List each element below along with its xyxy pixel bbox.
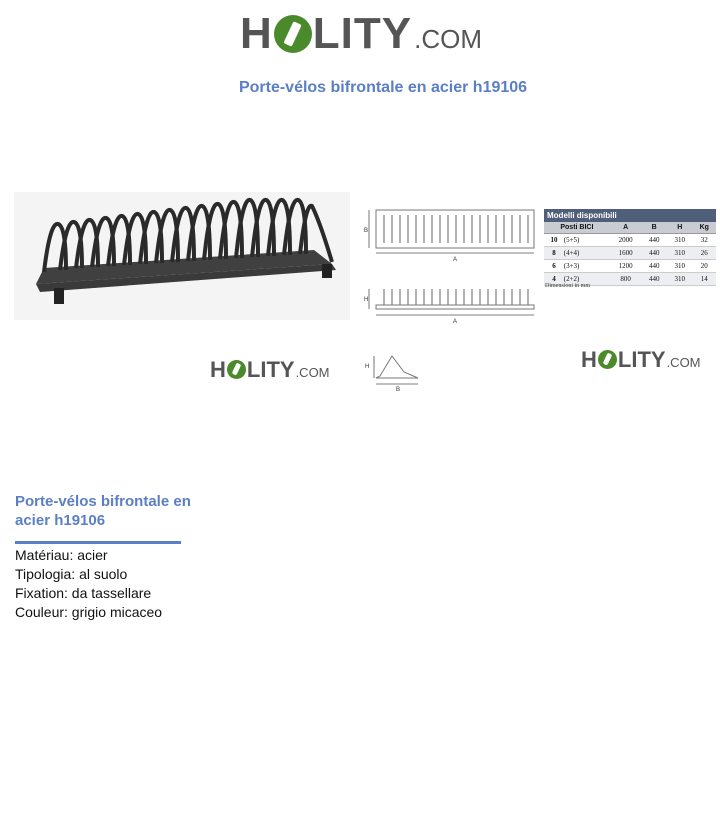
logo-letter-h: H [581,347,597,372]
logo-domain: .COM [666,355,701,370]
table-row [544,247,716,260]
cell-a: 800 [610,273,642,286]
models-table-header-row [544,222,716,234]
watermark-logo [581,349,701,371]
cell-split: (2+2) [563,275,580,283]
section-divider [15,541,181,544]
table-row [544,260,716,273]
dim-label-h-side: H [365,364,370,370]
cell-kg: 26 [692,247,716,260]
cell-posti: 6 [552,262,556,270]
cell-b: 440 [641,234,667,247]
models-table [544,209,716,286]
dim-label-h: H [364,297,369,303]
logo-letters-lity: LITY [246,357,295,382]
logo-o-icon [598,350,617,369]
spec-item-color: Couleur: grigio micaceo [15,604,163,620]
dimensions-note: Dimensioni in mm [545,283,590,289]
spec-item-fixing: Fixation: da tassellare [15,585,152,601]
dim-label-a: A [453,257,458,263]
logo-letters-lity: LITY [312,9,413,58]
cell-posti: 4 [552,275,556,283]
cell-a: 1200 [610,260,642,273]
cell-h: 310 [667,234,693,247]
dim-label-b-side: B [396,387,401,392]
logo-o-icon [274,15,312,53]
col-kg: Kg [692,222,716,234]
cell-b: 440 [641,247,667,260]
col-a: A [610,222,642,234]
logo-letter-h: H [240,9,273,58]
models-table-title: Modelli disponibili [544,209,716,222]
page-title: Porte-vélos bifrontale en acier h19106 [238,79,528,96]
cell-a: 1600 [610,247,642,260]
logo-domain: .COM [414,24,482,54]
cell-split: (3+3) [563,262,580,270]
brand-logo[interactable] [240,9,482,58]
cell-h: 310 [667,260,693,273]
table-row [544,234,716,247]
logo-o-icon [227,360,246,379]
top-view-drawing [364,205,540,265]
logo-domain: .COM [295,365,330,380]
cell-a: 2000 [610,234,642,247]
cell-split: (4+4) [563,249,580,257]
cell-posti: 8 [552,249,556,257]
cell-posti: 10 [550,236,558,244]
logo-letters-lity: LITY [617,347,666,372]
cell-kg: 32 [692,234,716,247]
col-posti: Posti BICI [544,222,610,234]
dim-label-a-front: A [453,319,458,325]
cell-b: 440 [641,273,667,286]
col-h: H [667,222,693,234]
cell-split: (5+5) [563,236,580,244]
spec-item-material: Matériau: acier [15,547,108,563]
product-photo [14,192,350,320]
dim-label-b: B [364,228,369,234]
logo-letter-h: H [210,357,226,382]
cell-kg: 14 [692,273,716,286]
front-view-drawing [364,283,540,327]
spec-list [15,546,162,622]
cell-h: 310 [667,247,693,260]
spec-item-type: Tipologia: al suolo [15,566,128,582]
watermark-logo [210,359,330,381]
product-section-title: Porte-vélos bifrontale en acier h19106 [15,493,191,529]
cell-h: 310 [667,273,693,286]
cell-kg: 20 [692,260,716,273]
cell-b: 440 [641,260,667,273]
col-b: B [641,222,667,234]
side-view-drawing [362,350,422,392]
